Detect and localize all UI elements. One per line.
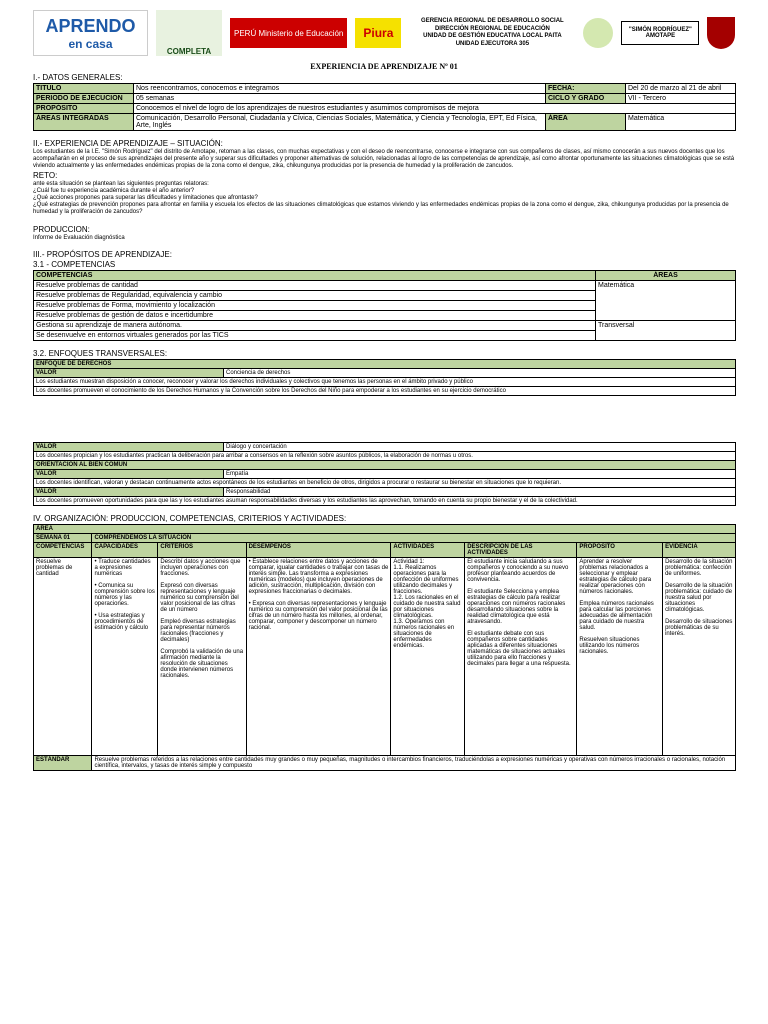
gerencia-line: UNIDAD DE GESTIÓN EDUCATIVA LOCAL PAITA — [423, 33, 562, 39]
minedu-text: PERÚ Ministerio de Educación — [234, 28, 344, 38]
valor-label: VALOR — [34, 368, 224, 377]
org-area: ÁREA — [34, 524, 736, 533]
produccion-label: PRODUCCION: — [33, 224, 90, 234]
ugel-logo — [583, 18, 613, 48]
org-criterios: Describí datos y acciones que incluyen operaciones con fracciones. Expresó con diversas representaciones y lenguaje numérico su comprensión del valor posicional de las cifras de un número Empleó diversas estrategias para representar números racionales (fracciones y decimales) Comprobó la validación de una afirmación mediante la resolución de situaciones donde intervienen números racionales. — [158, 557, 246, 755]
area-value: Matemática — [626, 114, 736, 131]
competencias-table — [33, 270, 736, 341]
logo-text: APRENDO — [45, 15, 136, 36]
org-table — [33, 524, 736, 771]
aprendo-en-casa-logo — [33, 10, 148, 56]
gerencia-block — [409, 18, 575, 48]
enfoques-table — [33, 359, 736, 396]
gerencia-line: UNIDAD EJECUTORA 305 — [455, 40, 530, 47]
piura-text: Piura — [363, 26, 394, 40]
gerencia-line: GERENCIA REGIONAL DE DESARROLLO SOCIAL — [421, 18, 564, 24]
ciclo-label: CICLO Y GRADO — [546, 94, 626, 104]
reto-question: ¿Qué acciones propones para superar las dificultades y limitaciones que afrontaste? — [33, 194, 258, 201]
completa-text: COMPLETA — [166, 47, 212, 56]
semana-label: SEMANA 01 — [34, 533, 92, 542]
fecha-label: FECHA: — [546, 84, 626, 94]
area-cell: Transversal — [596, 320, 736, 340]
enfoque-row: Los docentes propician y los estudiantes practican la deliberación para arribar a consensos en la reflexión sobre asuntos públicos, la elaboración de normas u otros. — [34, 451, 736, 460]
estandar-value: Resuelve problemas referidos a las relaciones entre cantidades muy grandes o muy pequeñas, magnitudes o intercambios financieros, traduciéndolas a expresiones numéricas y operativas con números irracionales o racionales, notación científica, intervalos, y tasas de interés simple y compuesto — [92, 755, 736, 770]
org-evidencia: Desarrollo de la situación problemática: confección de uniformes. Desarrollo de la situación problemática: cuidado de nuestra salud por situaciones climatológicas. Desarrollo de situaciones problemáticas de su interés. — [663, 557, 736, 755]
area-label: ÁREA — [546, 114, 626, 131]
reto-label: RETO: — [33, 170, 58, 180]
estandar-label: ESTÁNDAR — [34, 755, 92, 770]
org-capacidades: • Traduce cantidades a expresiones numéricas • Comunica su comprensión sobre los números y las operaciones. • Usa estrategias y procedimientos de estimación y cálculo — [92, 557, 158, 755]
col-header: DESCRIPCION DE LAS ACTIVIDADES — [465, 542, 577, 557]
area-cell: Matemática — [596, 280, 736, 320]
enfoques-table-2 — [33, 442, 736, 506]
datos-heading: I.- DATOS GENERALES: — [33, 73, 123, 82]
col-header: CRITERIOS — [158, 542, 246, 557]
doc-title: EXPERIENCIA DE APRENDIZAJE Nº 01 — [310, 62, 458, 71]
reto-intro: ante esta situación se plantean las siguientes preguntas relatoras: — [33, 180, 209, 187]
org-descripcion: El estudiante inicia saludando a sus compañeros y conociendo a su nuevo profesor planteando acuerdos de convivencia. El estudiante Selecciona y emplea estrategias de cálculo para realizar operaciones con números racionales desarrollando situaciones sobre la realidad climatológica que está atravesando. El estudiante debate con sus compañeros sobre cantidades aplicadas a diferentes situaciones matemáticas de situaciones actuales utilizando para ello fracciones y decimales para llegar a una respuesta. — [465, 557, 577, 755]
datos-table — [33, 83, 736, 131]
areas-label: ÁREAS INTEGRADAS — [34, 114, 134, 131]
competencia-row: Resuelve problemas de Forma, movimiento y localización — [34, 300, 596, 310]
competencia-row: Resuelve problemas de Regularidad, equivalencia y cambio — [34, 290, 596, 300]
col-areas: ÁREAS — [596, 270, 736, 280]
situacion-heading: II.- EXPERIENCIA DE APRENDIZAJE – SITUACIÓN: — [33, 139, 223, 148]
org-actividades: Actividad 1: 1.1. Realizamos operaciones para la confección de uniformes utilizando decimales y fracciones. 1.2. Los racionales en el cuidado de nuestra salud por situaciones climatológicas. 1.3. Operamos con números racionales en situaciones de enfermedades endémicas. — [391, 557, 465, 755]
reto-question: ¿Cuál fue tu experiencia académica durante el año anterior? — [33, 187, 195, 194]
school-name: "SIMÓN RODRÍGUEZ" AMOTAPE — [628, 27, 692, 39]
valor-value: Empatía — [224, 469, 736, 478]
produccion-value: Informe de Evaluación diagnóstica — [33, 234, 125, 241]
school-name-box — [621, 21, 699, 45]
col-header: CAPACIDADES — [92, 542, 158, 557]
enfoque-bien-comun: ORIENTACIÓN AL BIEN COMÚN — [34, 460, 736, 469]
areas-value: Comunicación, Desarrollo Personal, Ciudadanía y Cívica, Ciencias Sociales, Matemática, y Ciencia y Tecnología, EPT, Ed Física, Arte, Inglés — [134, 114, 546, 131]
col-header: PROPÓSITO — [577, 542, 663, 557]
jornada-completa-logo — [156, 10, 222, 56]
org-proposito: Aprender a resolver problemas relacionados a seleccionar y emplear estrategias de cálculo para realizar operaciones con números racionales. Emplea números racionales para calcular las porciones adecuadas de alimentación para cuidado de nuestra salud. Resuelven situaciones utilizando los números racionales. — [577, 557, 663, 755]
col-header: DESEMPEÑOS — [246, 542, 391, 557]
logo-subtext: en casa — [68, 36, 113, 51]
periodo-value: 05 semanas — [134, 94, 546, 104]
col-header: ACTIVIDADES — [391, 542, 465, 557]
org-desempenos: • Establece relaciones entre datos y acciones de comparar, igualar cantidades o trabajar con tasas de interés simple. Las transforma a expresiones numéricas (modelos) que incluyen operaciones de adición, sustracción, multiplicación, división con expresiones fraccionarias o decimales. • Expresa con diversas representaciones y lenguaje numérico su comprensión del valor posicional de las cifras de un número hasta los millones, al ordenar, comparar, componer y descomponer un número racional. — [246, 557, 391, 755]
valor-label: VALOR — [34, 487, 224, 496]
valor-value: Responsabilidad — [224, 487, 736, 496]
valor-label: VALOR — [34, 442, 224, 451]
org-heading: IV. ORGANIZACIÓN: PRODUCCION, COMPETENCIAS, CRITERIOS Y ACTIVIDADES: — [33, 513, 347, 523]
semana-title: COMPRENDEMOS LA SITUACION — [92, 533, 736, 542]
competencia-row: Resuelve problemas de gestión de datos e incertidumbre — [34, 310, 596, 320]
situacion-text: Los estudiantes de la I.E. "Simón Rodríguez" del distrito de Amotape, retoman a las clases, con muchas expectativas y con el deseo de reencontrarse, conocerse e integrarse con sus compañeros de clases, así mismo conocerán a sus nuevos docentes que los acompañarán en el proceso de sus aprendizajes del presente año y superar sus dificultades y proponer alternativas de solución, relacionadas al logro de las competencias de aprendizaje, así como afrontar oportunamente las situaciones climatológicas que se está viviendo actualmente y las enfermedades endémicas propias de la zona como el dengue, zika, chikungunya producidas por la presencia de humedad y la proliferación de zancudos. — [33, 149, 735, 170]
enfoques-heading: 3.2. ENFOQUES TRANSVERSALES: — [33, 348, 168, 358]
proposito-label: PROPÓSITO — [34, 104, 134, 114]
col-header: EVIDENCIA — [663, 542, 736, 557]
piura-logo — [355, 18, 401, 48]
competencias-sub: 3.1 - COMPETENCIAS — [33, 259, 116, 269]
competencia-row: Se desenvuelve en entornos virtuales generados por las TICS — [34, 330, 596, 340]
org-competencia: Resuelve problemas de cantidad — [34, 557, 92, 755]
valor-value: Conciencia de derechos — [224, 368, 736, 377]
fecha-value: Del 20 de marzo al 21 de abril — [626, 84, 736, 94]
col-header: COMPETENCIAS — [34, 542, 92, 557]
gerencia-line: DIRECCIÓN REGIONAL DE EDUCACIÓN — [434, 25, 550, 32]
proposito-value: Conocemos el nivel de logro de los aprendizajes de nuestros estudiantes y asumimos compromisos de mejora — [134, 104, 736, 114]
enfoque-row: Los docentes promueven oportunidades para que las y los estudiantes asuman responsabilidades diversas y los estudiantes las aprovechan, tomando en cuenta su propio bienestar y el de la colectividad. — [34, 496, 736, 505]
propositos-heading: III.- PROPÓSITOS DE APRENDIZAJE: — [33, 249, 172, 259]
reto-question: ¿Qué estrategias de prevención propones para afrontar en familia y escuela los efectos de las situaciones climatológicas que estamos viviendo y las enfermedades endémicas propias de la zona como el dengue, zika, chikungunya producidas por la presencia de humedad y la proliferación de zancudos? — [33, 202, 729, 216]
titulo-label: TITULO — [34, 84, 134, 94]
valor-value: Diálogo y concertación — [224, 442, 736, 451]
minedu-logo — [230, 18, 347, 48]
titulo-value: Nos reencontramos, conocemos e integramos — [134, 84, 546, 94]
periodo-label: PERIODO DE EJECUCION — [34, 94, 134, 104]
enfoque-row: Los estudiantes muestran disposición a conocer, reconocer y valorar los derechos individuales y colectivos que tenemos las personas en el ámbito privado y público — [34, 377, 736, 386]
valor-label: VALOR — [34, 469, 224, 478]
enfoque-derechos: ENFOQUE DE DERECHOS — [34, 359, 736, 368]
ciclo-value: VII - Tercero — [626, 94, 736, 104]
enfoque-row: Los docentes promueven el conocimiento de los Derechos Humanos y la Convención sobre los Derechos del Niño para empoderar a los estudiantes en su ejercicio democrático — [34, 386, 736, 395]
competencia-row: Gestiona su aprendizaje de manera autónoma. — [34, 320, 596, 330]
enfoque-row: Los docentes identifican, valoran y destacan continuamente actos espontáneos de los estudiantes en beneficio de otros, dirigidos a procurar o restaurar su bienestar en situaciones que lo requieran. — [34, 478, 736, 487]
page-header — [0, 0, 768, 62]
competencia-row: Resuelve problemas de cantidad — [34, 280, 596, 290]
school-shield — [707, 17, 735, 49]
col-competencias: COMPETENCIAS — [34, 270, 596, 280]
